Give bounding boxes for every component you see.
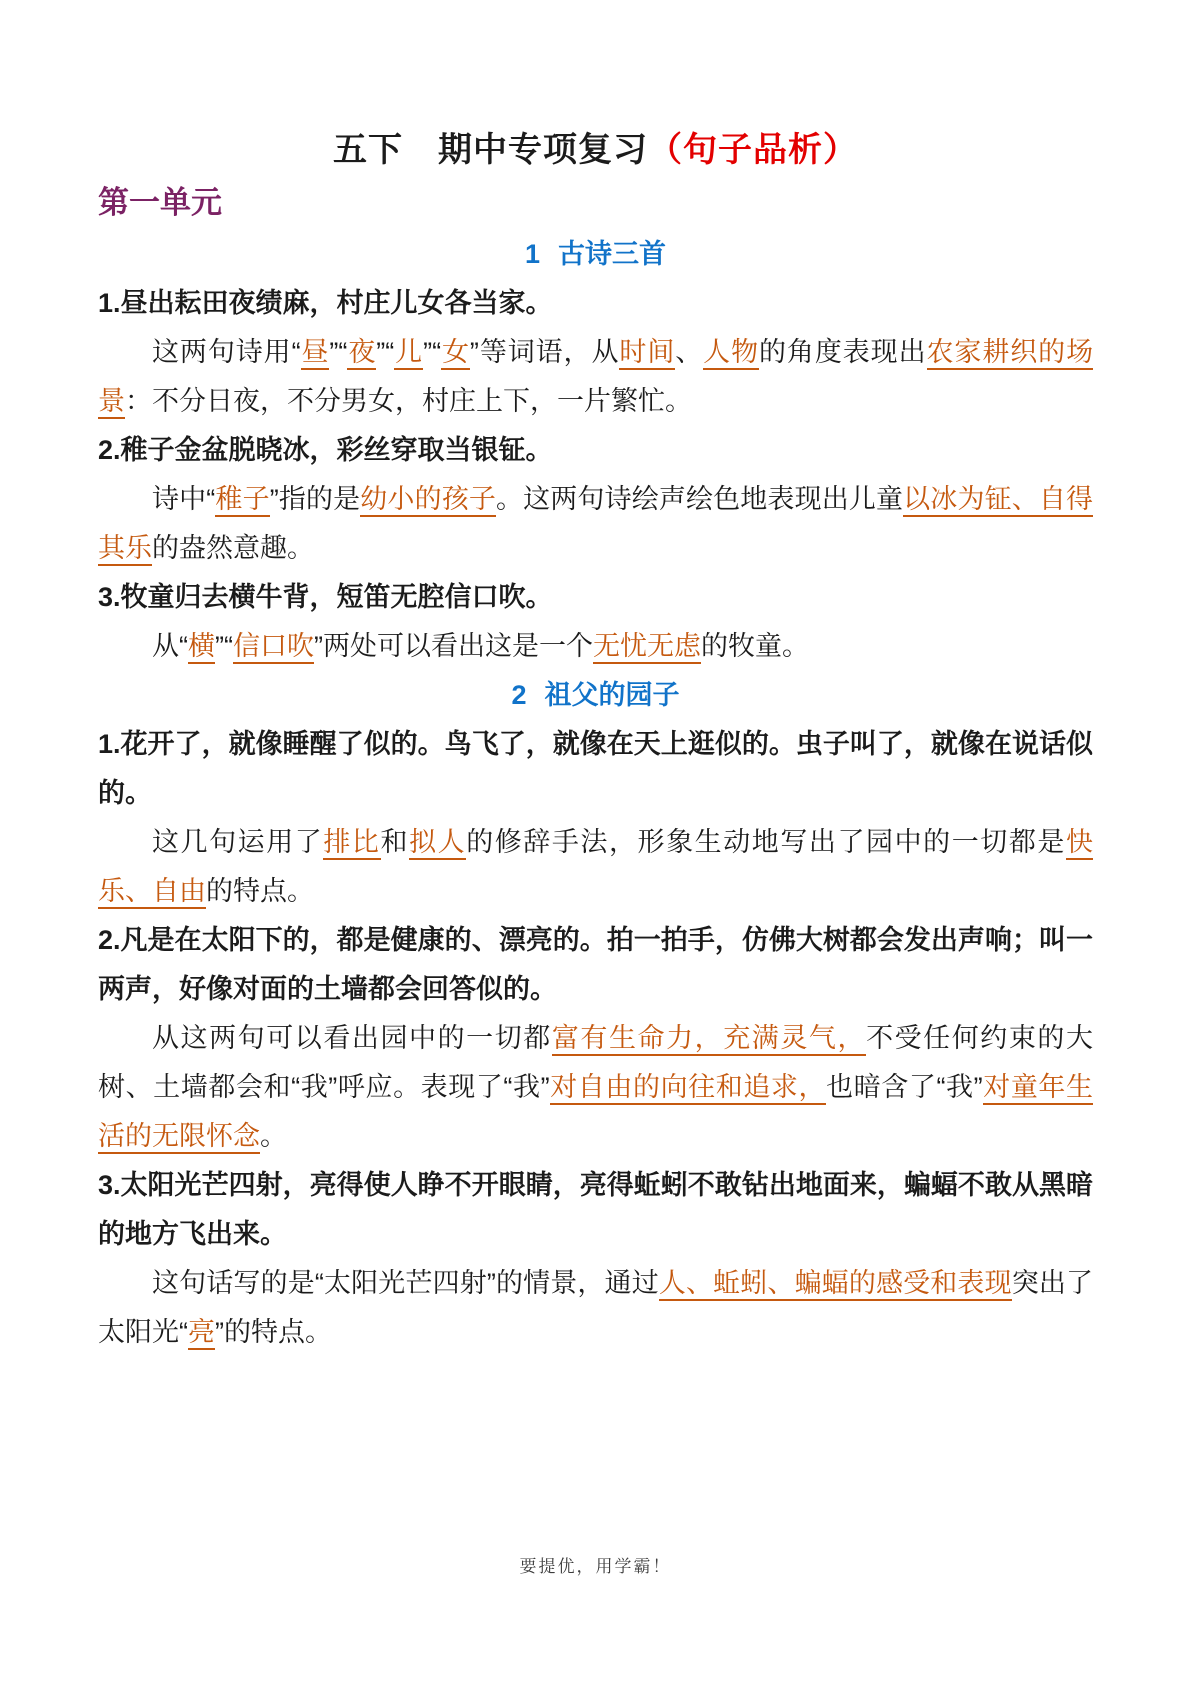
emphasized-text: 夜 — [347, 337, 376, 370]
plain-text: 。 — [260, 1121, 287, 1151]
analysis-paragraph — [98, 1259, 1093, 1357]
section-title: 祖父的园子 — [544, 680, 680, 710]
emphasized-text: 以冰为钲、自得其乐 — [98, 484, 1093, 566]
plain-text: ”“ — [329, 337, 348, 367]
analysis-paragraph — [98, 1014, 1093, 1161]
emphasized-text: 对自由的向往和追求， — [550, 1072, 827, 1105]
plain-text: 从“ — [152, 631, 188, 661]
emphasized-text: 人物 — [703, 337, 759, 370]
sentence-line — [98, 720, 1093, 818]
analysis-paragraph — [98, 622, 1093, 671]
emphasized-text: 信口吹 — [233, 631, 314, 664]
page-title-highlight: （句子品析） — [648, 131, 858, 169]
plain-text: 从这两句可以看出园中的一切都 — [152, 1023, 552, 1053]
plain-text: 和 — [380, 827, 410, 857]
emphasized-text: 儿 — [394, 337, 423, 370]
page-title-main: 五下 期中专项复习 — [333, 131, 648, 169]
emphasized-text: 稚子 — [215, 484, 269, 517]
plain-text: 、 — [675, 337, 704, 367]
sentence-line — [98, 1161, 1093, 1259]
plain-text: ”两处可以看出这是一个 — [313, 631, 593, 661]
emphasized-text: 无忧无虑 — [593, 631, 701, 664]
section-number: 2 — [511, 680, 527, 710]
sentence-line — [98, 573, 1093, 622]
plain-text: 3.牧童归去横牛背，短笛无腔信口吹。 — [98, 582, 553, 612]
emphasized-text: 对童年生活的无限怀念 — [98, 1072, 1093, 1154]
plain-text: 2.凡是在太阳下的，都是健康的、漂亮的。拍一拍手，仿佛大树都会发出声响；叫一两声，好像对面的土墙都会回答似的。 — [98, 925, 1093, 1004]
sentence-line — [98, 426, 1093, 475]
plain-text: 3.太阳光芒四射，亮得使人睁不开眼睛，亮得蚯蚓不敢钻出地面来，蝙蝠不敢从黑暗的地方飞出来。 — [98, 1170, 1093, 1249]
plain-text: 也暗含了“我” — [826, 1072, 983, 1102]
plain-text: 的修辞手法，形象生动地写出了园中的一切都是 — [466, 827, 1066, 857]
emphasized-text: 横 — [188, 631, 215, 664]
page-title — [98, 124, 1093, 176]
emphasized-text: 幼小的孩子 — [360, 484, 496, 517]
plain-text: ”指的是 — [269, 484, 361, 514]
emphasized-text: 富有生命力， — [552, 1023, 723, 1056]
sentence-line — [98, 916, 1093, 1014]
plain-text: ”“ — [215, 631, 233, 661]
section-heading-2 — [98, 671, 1093, 720]
plain-text: 这两句诗用“ — [152, 337, 301, 367]
emphasized-text: 排比 — [323, 827, 380, 860]
plain-text: 不受任何约束的大树、土墙都会和“我”呼应。表现了“我” — [98, 1023, 1093, 1102]
analysis-paragraph — [98, 818, 1093, 916]
plain-text: 这句话写的是“太阳光芒四射”的情景，通过 — [152, 1268, 659, 1298]
emphasized-text: 亮 — [188, 1317, 215, 1350]
sections-container — [98, 230, 1093, 1357]
plain-text: ”等词语，从 — [469, 337, 620, 367]
emphasized-text: 充满灵气， — [723, 1023, 866, 1056]
plain-text: 2.稚子金盆脱晓冰，彩丝穿取当银钲。 — [98, 435, 553, 465]
section-number: 1 — [524, 239, 541, 269]
emphasized-text: 昼 — [301, 337, 330, 370]
plain-text: 的牧童。 — [700, 631, 809, 661]
sentence-line — [98, 279, 1093, 328]
analysis-paragraph — [98, 475, 1093, 573]
section-heading-1 — [98, 230, 1093, 279]
plain-text: 1.昼出耘田夜绩麻，村庄儿女各当家。 — [98, 288, 553, 318]
plain-text: ：不分日夜，不分男女，村庄上下，一片繁忙。 — [125, 386, 692, 416]
analysis-paragraph — [98, 328, 1093, 426]
plain-text: ”“ — [376, 337, 395, 367]
section-title: 古诗三首 — [558, 239, 667, 269]
plain-text: ”的特点。 — [215, 1317, 332, 1347]
plain-text: ”“ — [423, 337, 442, 367]
plain-text: 1.花开了，就像睡醒了似的。鸟飞了，就像在天上逛似的。虫子叫了，就像在说话似的。 — [98, 729, 1093, 808]
emphasized-text: 人、蚯蚓、蝙蝠的感受和表现 — [659, 1268, 1012, 1301]
plain-text: 的特点。 — [206, 876, 314, 906]
emphasized-text: 快乐、自由 — [98, 827, 1093, 909]
plain-text: 的盎然意趣。 — [152, 533, 314, 563]
emphasized-text: 时间 — [619, 337, 675, 370]
page-footer: 要提优，用学霸！ — [519, 1557, 672, 1576]
plain-text: 突出了太阳光“ — [98, 1268, 1094, 1347]
plain-text: 的角度表现出 — [759, 337, 927, 367]
emphasized-text: 农家耕织的场景 — [98, 337, 1093, 419]
unit-heading: 第一单元 — [98, 185, 222, 220]
emphasized-text: 女 — [441, 337, 470, 370]
plain-text: 诗中“ — [152, 484, 216, 514]
plain-text: 这几句运用了 — [152, 827, 324, 857]
plain-text: 。这两句诗绘声绘色地表现出儿童 — [496, 484, 904, 514]
emphasized-text: 拟人 — [409, 827, 466, 860]
